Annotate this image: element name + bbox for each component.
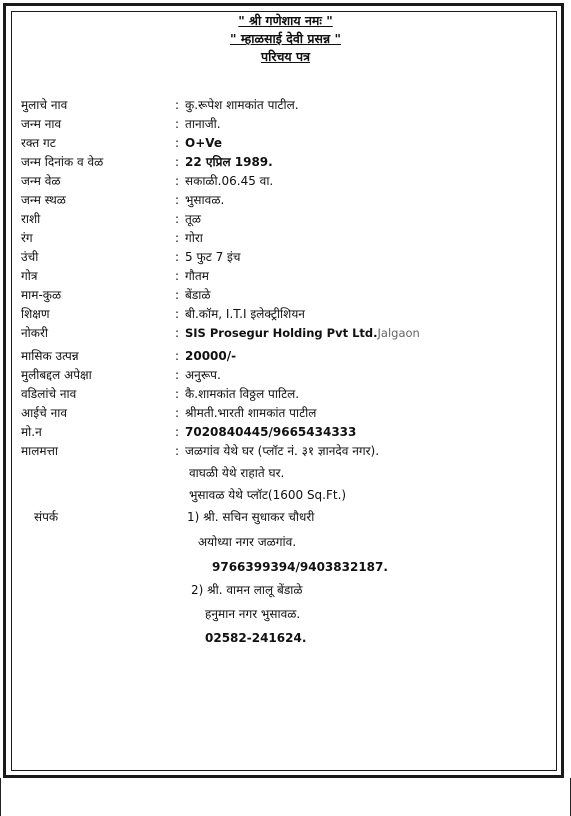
field-label: आईचे नाव xyxy=(21,406,68,420)
colon: : xyxy=(175,326,180,340)
colon: : xyxy=(175,231,180,245)
header-blessing: " म्हाळसाई देवी प्रसन्न " xyxy=(230,31,341,46)
colon: : xyxy=(175,193,180,207)
field-value: O+Ve xyxy=(185,136,223,150)
field-value: 22 एप्रिल 1989. xyxy=(185,155,273,169)
colon: : xyxy=(175,444,180,458)
field-label: माम-कुळ xyxy=(21,288,62,302)
field-value: श्रीमती.भारती शामकांत पाटील xyxy=(185,406,317,420)
field-value: जळगांव येथे घर (प्लॉट नं. ३१ ज्ञानदेव नगर). xyxy=(185,444,380,458)
field-value: भुसावळ. xyxy=(185,193,225,207)
field-value xyxy=(185,325,420,341)
field-value: बेंडाळे xyxy=(185,288,211,302)
colon: : xyxy=(175,368,180,382)
contact-phone-2: 02582-241624. xyxy=(205,631,307,645)
contact-phone-1: 9766399394/9403832187. xyxy=(212,560,388,574)
field-label: मुलीबद्दल अपेक्षा xyxy=(21,368,92,382)
page-edge-left xyxy=(0,778,1,816)
field-value: 5 फुट 7 इंच xyxy=(185,250,241,264)
contact-person-1: 1) श्री. सचिन सुधाकर चौधरी xyxy=(187,510,315,524)
field-label: नोकरी xyxy=(21,326,49,340)
field-label: जन्म नाव xyxy=(21,117,62,131)
colon: : xyxy=(175,136,180,150)
field-value: 7020840445/9665434333 xyxy=(185,425,357,439)
field-value: बी.कॉम, I.T.I इलेक्ट्रीशियन xyxy=(185,307,305,321)
colon: : xyxy=(175,425,180,439)
colon: : xyxy=(175,155,180,169)
colon: : xyxy=(175,250,180,264)
field-label: रक्त गट xyxy=(21,136,56,150)
field-label: मालमत्ता xyxy=(21,444,58,458)
field-label: मुलाचे नाव xyxy=(21,98,68,112)
field-value: तानाजी. xyxy=(185,117,221,131)
colon: : xyxy=(175,212,180,226)
colon: : xyxy=(175,174,180,188)
contact-address-1: अयोध्या नगर जळगांव. xyxy=(198,535,297,549)
header-invocation: " श्री गणेशाय नमः " xyxy=(238,13,333,28)
document-title: परिचय पत्र xyxy=(261,49,310,64)
field-value: गोरा xyxy=(185,231,203,245)
field-label: मासिक उत्पन्न xyxy=(21,349,79,363)
document-header xyxy=(0,12,571,66)
field-label: जन्म वेळ xyxy=(21,174,61,188)
field-label: जन्म स्थळ xyxy=(21,193,66,207)
contact-label: संपर्क xyxy=(34,510,59,524)
field-value: गौतम xyxy=(185,269,209,283)
colon: : xyxy=(175,117,180,131)
field-value: 20000/- xyxy=(185,349,237,363)
employer-name: SIS Prosegur Holding Pvt Ltd. xyxy=(185,326,378,340)
colon: : xyxy=(175,98,180,112)
field-label: वडिलांचे नाव xyxy=(21,387,77,401)
property-line: वाघळी येथे राहाते घर. xyxy=(189,466,285,480)
field-label: शिक्षण xyxy=(21,307,50,321)
colon: : xyxy=(175,307,180,321)
field-value: कै.शामकांत विठ्ठल पाटिल. xyxy=(185,387,300,401)
colon: : xyxy=(175,288,180,302)
field-label: मो.न xyxy=(21,425,42,439)
field-value: कु.रूपेश शामकांत पाटील. xyxy=(185,98,299,112)
property-line: भुसावळ येथे प्लॉट(1600 Sq.Ft.) xyxy=(189,488,347,502)
field-label: राशी xyxy=(21,212,41,226)
field-value: सकाळी.06.45 वा. xyxy=(185,174,274,188)
contact-person-2: 2) श्री. वामन लालू बेंडाळे xyxy=(191,583,303,597)
colon: : xyxy=(175,349,180,363)
colon: : xyxy=(175,269,180,283)
contact-address-2: हनुमान नगर भुसावळ. xyxy=(205,607,301,621)
colon: : xyxy=(175,387,180,401)
employer-location: Jalgaon xyxy=(377,326,420,340)
field-label: जन्म दिनांक व वेळ xyxy=(21,155,104,169)
field-value: अनुरूप. xyxy=(185,368,221,382)
field-label: रंग xyxy=(21,231,33,245)
colon: : xyxy=(175,406,180,420)
field-label: गोत्र xyxy=(21,269,38,283)
field-value: तूळ xyxy=(185,212,201,226)
field-label: उंची xyxy=(21,250,39,264)
